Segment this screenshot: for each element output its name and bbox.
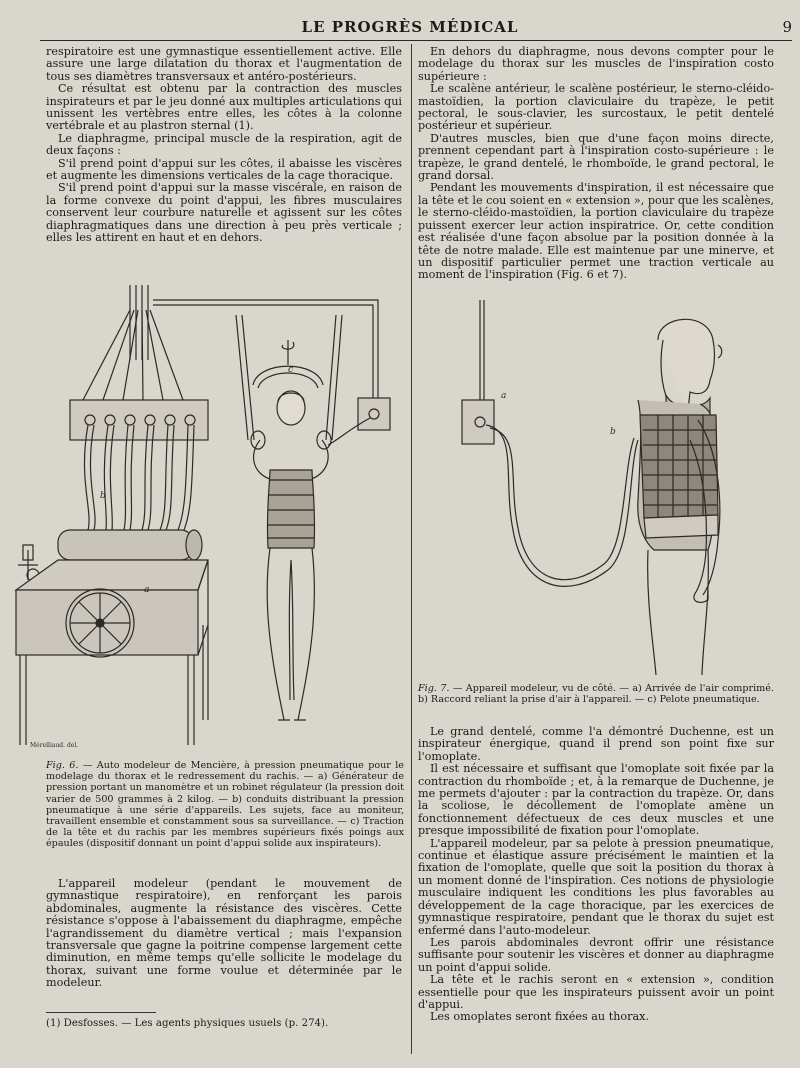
- paragraph: S'il prend point d'appui sur les côtes, il abaisse les viscères et augmente les dimensions verticales de la cage thoracique.: [46, 156, 402, 183]
- figure-7-caption-label: Fig. 7.: [418, 683, 450, 694]
- paragraph: Le scalène antérieur, le scalène postérieur, le sterno-cléido-mastoïdien, la portion claviculaire du trapèze, le petit pectoral, le sous-clavier, les surcostaux, le petit dentelé postérieur et supérieur.: [418, 82, 774, 133]
- right-column-top: [418, 46, 774, 282]
- figure-7-caption-text: — Appareil modeleur, vu de côté. — a) Arrivée de l'air comprimé. b) Raccord reliant la prise d'air à l'appareil. — c) Pelote pneumatique.: [418, 683, 774, 706]
- page-header: [40, 18, 792, 40]
- footnote-rule: [46, 1012, 156, 1013]
- figure-7-label-a: a: [501, 391, 507, 401]
- paragraph: respiratoire est une gymnastique essentiellement active. Elle assure une large dilatation du thorax et l'augmentation de tous ses diamètres transversaux et antéro-postérieurs.: [46, 45, 402, 83]
- paragraph: Le grand dentelé, comme l'a démontré Duchenne, est un inspirateur énergique, quand il prend son point fixe sur l'omoplate.: [418, 725, 774, 763]
- figure-6-label-a: a: [144, 585, 150, 595]
- header-rule: [40, 40, 792, 41]
- paragraph: Il est nécessaire et suffisant que l'omoplate soit fixée par la contraction du rhomboïde ; et, à la remarque de Duchenne, je me permets d'ajouter : par la contraction du trapèze. Or, dans la scoliose, le décollement de l'omoplate amène un fonctionnement défectueux de ces deux muscles et une presque impossibilité de fixation pour l'omoplate.: [418, 762, 774, 838]
- figure-7-caption: [418, 683, 774, 705]
- figure-7-illustration: [418, 300, 778, 680]
- paragraph: Les omoplates seront fixées au thorax.: [430, 1010, 650, 1024]
- paragraph: Les parois abdominales devront offrir une résistance suffisante pour soutenir les viscères et donner au diaphragme un point d'appui solide.: [418, 935, 774, 974]
- paragraph: L'appareil modeleur, par sa pelote à pression pneumatique, continue et élastique assure précisément le maintien et la fixation de l'omoplate, quelle que soit la position du thorax à un moment donné de l'inspiration. Ces notions de physiologie musculaire indiquent les conditions les plus favorables au développement de la cage thoracique, par les exercices de gymnastique respiratoire, pendant que le thorax du sujet est enfermé dans l'auto-modeleur.: [418, 836, 774, 937]
- paragraph: Le diaphragme, principal muscle de la respiration, agit de deux façons :: [46, 131, 402, 158]
- paragraph: L'appareil modeleur (pendant le mouvement de gymnastique respiratoire), en renforçant les parois abdominales, augmente la résistance des viscères. Cette résistance s'oppose à l'abaissement du diaphragme, empêche l'agrandissement du diamètre vertical ; mais l'expansion transversale que gagne la poitrine compense largement cette diminution, en même temps qu'elle sollicite le modelage du thorax, suivant une forme voulue et déterminée par le modeleur.: [46, 877, 402, 990]
- figure-6-label-c: c: [288, 365, 294, 375]
- paragraph: D'autres muscles, bien que d'une façon moins directe, prennent cependant part à l'inspiration costo-supérieure : le trapèze, le grand dentelé, le rhomboïde, le grand pectoral, le grand dorsal.: [418, 131, 774, 183]
- paragraph: La tête et le rachis seront en « extension », condition essentielle pour que les inspirateurs puissent avoir un point d'appui.: [418, 973, 774, 1011]
- paragraph: S'il prend point d'appui sur la masse viscérale, en raison de la forme convexe du point d'appui, les fibres musculaires conservent leur courbure naturelle et agissent sur les côtes diaphragmatiques dans une direction à peu près verticale ; elles les attirent en haut et en dehors.: [46, 181, 402, 245]
- paragraph: Ce résultat est obtenu par la contraction des muscles inspirateurs et par le jeu donné aux multiples articulations qui unissent les vertèbres entre elles, les côtes à la colonne vertébrale et au plastron sternal (1).: [46, 82, 402, 133]
- figure-6-caption-label: Fig. 6.: [46, 760, 79, 771]
- right-column-bottom: [418, 726, 774, 1024]
- figure-7-label-b: b: [610, 427, 616, 437]
- figure-6-label-b: b: [100, 491, 106, 501]
- figure-6-caption: [46, 760, 404, 850]
- column-separator: [411, 44, 412, 1054]
- artist-signature: Mérelliaud. del.: [30, 742, 79, 749]
- paragraph: En dehors du diaphragme, nous devons compter pour le modelage du thorax sur les muscles de l'inspiration costo supérieure :: [418, 45, 774, 83]
- left-column-top: [46, 46, 402, 245]
- figure-6-caption-text: — Auto modeleur de Mencière, à pression pneumatique pour le modelage du thorax et le redressement du rachis. — a) Générateur de pression portant un manomètre et un robinet régulateur (la pression doit varier de 500 grammes à 2 kilog. — b) conduits distribuant la pression pneumatique à une série d'appareils. Les sujets, face au moniteur, travaillent ensemble et constamment sous sa surveillance. — c) Traction de la tête et du rachis par les membres supérieurs fixés poings aux épaules (dispositif donnant un point d'appui solide aux inspirateurs).: [46, 760, 404, 850]
- journal-title: LE PROGRÈS MÉDICAL: [301, 18, 519, 36]
- figure-6-illustration: [8, 280, 408, 755]
- footnote: (1) Desfosses. — Les agents physiques usuels (p. 274).: [46, 1018, 329, 1029]
- paragraph: Pendant les mouvements d'inspiration, il est nécessaire que la tête et le cou soient en « extension », pour que les scalènes, le sterno-cléido-mastoïdien, la portion claviculaire du trapèze puissent exercer leur action inspiratrice. Or, cette condition est réalisée d'une façon absolue par la position donnée à la tête de notre malade. Elle est maintenue par une minerve, et un dispositif particulier permet une traction verticale au moment de l'inspiration (Fig. 6 et 7).: [418, 181, 774, 282]
- page-number: 9: [782, 18, 792, 36]
- left-column-bottom: [46, 878, 402, 990]
